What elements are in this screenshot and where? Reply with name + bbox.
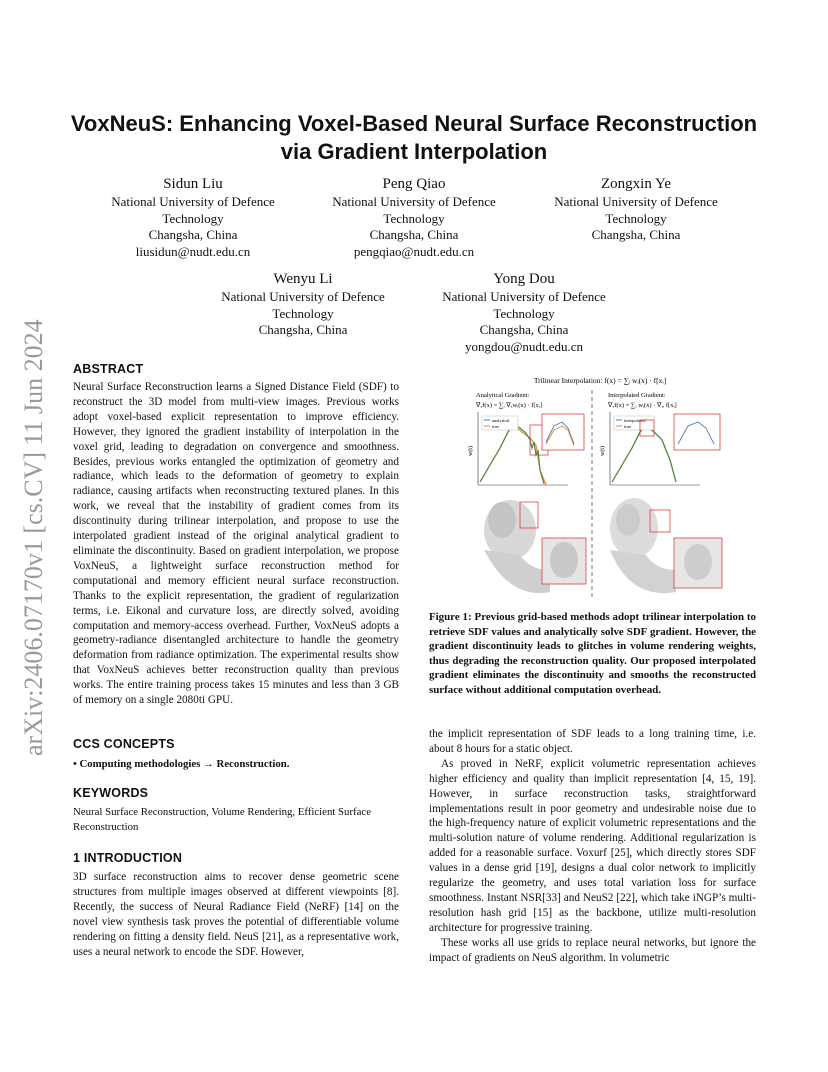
abstract-paragraph: Neural Surface Reconstruction learns a Signed Distance Field (SDF) to reconstruct the 3D model from multi-view images. Previous works adopt voxel-based explicit representation to improve efficiency. However, they ignored the gradient instability of interpolation in the voxel grid, leading to degradation on convergence and smoothness. Besides, previous works entangled the optimization of geometry and radiance, which leads to the deformation of geometry to explain radiance, causing artifacts when reconstructing textured planes. In this work, we reveal that the instability of gradient comes from its discontinuity during trilinear interpolation, and propose to use the interpolated gradient instead of the original analytical gradient to eliminate the discontinuity. Based on gradient interpolation, we propose VoxNeuS, a lightweight surface reconstruction method for computational and memory efficient neural surface reconstruction. Thanks to the explicit representation, the gradient of regularization terms, i.e. Eikonal and curvature loss, are directly solved, avoiding computation and memory-access overhead. Further, VoxNeuS adopts a geometry-radiance disentangled architecture to handle the geometry deformation from radiance optimization. The experimental results show that VoxNeuS achieves better reconstruction quality than previous works. The entire training process takes 15 minutes and less than 3 GB of memory on a single 2080ti GPU. (73, 381, 399, 707)
author-affiliation: National University of Defence (221, 289, 385, 304)
author-affiliation: National University of Defence (442, 289, 606, 304)
author-block (210, 269, 396, 339)
zoom-inset (674, 414, 720, 450)
right-plot (599, 412, 720, 485)
left-label-2: ∇ₓf(x) = ∑ᵢ ∇ₓwᵢ(x) · f[xᵢ] (476, 402, 543, 409)
intro-text (73, 870, 399, 959)
author-affiliation: National University of Defence (111, 194, 275, 209)
left-label-1: Analytical Gradient: (476, 392, 530, 399)
author-name: Zongxin Ye (600, 176, 671, 192)
right-label-1: Interpolated Gradient: (608, 392, 666, 399)
author-name: Wenyu Li (273, 271, 333, 287)
analytical-curve (480, 425, 544, 484)
intro-heading: 1 INTRODUCTION (73, 851, 183, 865)
author-name: Peng Qiao (382, 176, 446, 192)
author-location: Changsha, China (591, 227, 681, 242)
author-affiliation: Technology (493, 305, 555, 321)
title-line-2: via Gradient Interpolation (280, 139, 548, 164)
y-axis-label: w(t) (600, 446, 606, 456)
abstract-text (73, 380, 399, 708)
author-email[interactable]: pengqiao@nudt.edu.cn (353, 243, 475, 259)
true-curve (612, 425, 676, 482)
left-bust-render (484, 500, 586, 593)
author-name: Sidun Liu (163, 176, 223, 192)
author-block (543, 174, 729, 244)
figure-top-label: Trilinear Interpolation: f(x) = ∑ᵢ wᵢ(x) · f[xᵢ] (533, 376, 667, 385)
left-plot (467, 412, 584, 485)
author-affiliation: Technology (383, 210, 445, 226)
author-affiliation: National University of Defence (332, 194, 496, 209)
author-location: Changsha, China (258, 322, 348, 337)
legend-true: true (492, 424, 499, 429)
author-email[interactable]: liusidun@nudt.edu.cn (135, 243, 251, 259)
interpolated-curve (612, 426, 676, 482)
author-affiliation: Technology (162, 210, 224, 226)
abstract-heading: ABSTRACT (73, 362, 144, 376)
legend-true: true (624, 424, 631, 429)
legend-interpolated: interpolated (624, 418, 646, 423)
keywords-heading: KEYWORDS (73, 786, 149, 800)
author-location: Changsha, China (148, 227, 238, 242)
ccs-text: • Computing methodologies → Reconstruction. (73, 758, 290, 770)
author-location: Changsha, China (479, 322, 569, 337)
author-affiliation: Technology (272, 305, 334, 321)
y-axis-label: w(t) (468, 446, 474, 456)
author-block (431, 269, 617, 355)
keywords-text: Neural Surface Reconstruction, Volume Rendering, Efficient Surface Reconstruction (73, 806, 372, 833)
ccs-heading: CCS CONCEPTS (73, 737, 175, 751)
right-label-2: ∇ₓf(x) = ∑ᵢ wᵢ(x) · ∇ₓᵢ f[xᵢ] (608, 402, 677, 409)
author-affiliation: Technology (605, 210, 667, 226)
right-bust-render (610, 498, 722, 593)
paper-title (60, 110, 768, 166)
arxiv-id: arXiv:2406.07170v1 [cs.CV] 11 Jun 2024 (19, 319, 48, 756)
author-block (100, 174, 286, 260)
title-line-1: VoxNeuS: Enhancing Voxel-Based Neural Surface Reconstruction (70, 111, 758, 136)
author-email[interactable]: yongdou@nudt.edu.cn (464, 338, 584, 354)
figure-caption: Figure 1: Previous grid-based methods adopt trilinear interpolation to retrieve SDF values and analytically solve SDF gradient. However, the gradient discontinuity leads to glitches in volume rendering weights, thus degrading the reconstruction quality. Our proposed interpolated gradient eliminates the discontinuity and smooths the reconstructed surface without additional computation overhead. (429, 611, 756, 696)
zoom-inset (542, 414, 584, 450)
body-paragraph: As proved in NeRF, explicit volumetric representation achieves higher efficiency and quality than implicit representation [4, 15, 19]. However, in surface reconstruction tasks, straightforward implementations result in poor geometry and undesirable noise due to the high-frequency nature of explicit volumetric representations and the multi-solution nature of volume rendering. Additional regularization is added for a reasonable surface. Voxurf [25], which directly stores SDF values in a dense grid [19], designs a dual color network to implicitly regularize the geometry, and uses total variation loss for surface smoothness. Instant NSR[33] and NeuS2 [22], which take iNGP’s multi-resolution hash grid [15] as the backbone, utilize multi-resolution architecture for progressive training. (429, 757, 756, 934)
author-location: Changsha, China (369, 227, 459, 242)
author-block (321, 174, 507, 260)
body-paragraph: the implicit representation of SDF leads to a long training time, i.e. about 8 hours for a static object. (429, 728, 756, 755)
author-name: Yong Dou (493, 271, 555, 287)
intro-paragraph: 3D surface reconstruction aims to recover dense geometric scene structures from multiple images observed at different viewpoints [8]. Recently, the success of Neural Radiance Field (NeRF) [14] on the novel view synthesis task proves the potential of differentiable volume rendering on fitting a density field. NeuS [21], as a representative work, uses a neural network to encode the SDF. However, (73, 871, 399, 958)
author-affiliation: National University of Defence (554, 194, 718, 209)
figure-1 (450, 370, 758, 600)
right-column-text (429, 727, 756, 966)
body-paragraph: These works all use grids to replace neural networks, but ignore the impact of gradients on NeuS algorithm. In volumetric (429, 936, 756, 964)
legend-analytical: analytical (492, 418, 510, 423)
arxiv-stamp (14, 290, 48, 760)
